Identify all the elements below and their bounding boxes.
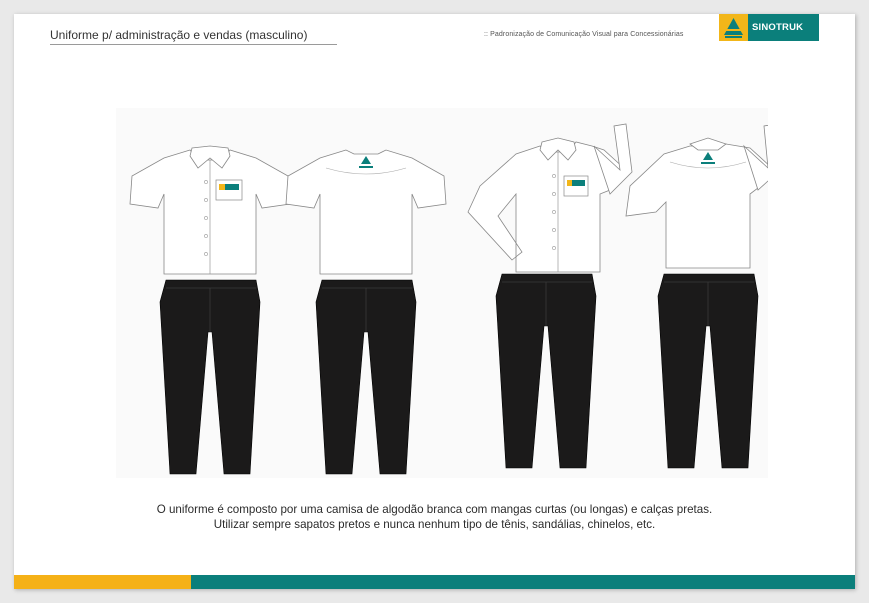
pants-front-2 [496, 274, 596, 468]
title-underline [50, 44, 337, 45]
uniform-illustration [116, 108, 768, 478]
pants-back-2 [658, 274, 758, 468]
short-sleeve-shirt-back [286, 150, 446, 274]
page [14, 14, 855, 589]
pants-back-1 [316, 280, 416, 474]
long-sleeve-shirt-back [626, 124, 768, 268]
page-subtitle: :: Padronização de Comunicação Visual para Concessionárias [484, 31, 684, 38]
caption [14, 502, 855, 532]
caption-line-2: Utilizar sempre sapatos pretos e nunca nenhum tipo de tênis, sandálias, chinelos, etc. [213, 518, 656, 531]
long-sleeve-shirt-front [468, 124, 632, 272]
footer-bar-yellow [14, 575, 191, 589]
caption-line-1: O uniforme é composto por uma camisa de algodão branca com mangas curtas (ou longas) e calças pretas. [156, 503, 713, 516]
pants-front-1 [160, 280, 260, 474]
footer-bar-teal [191, 575, 855, 589]
brand-name: SINOTRUK [752, 22, 804, 33]
short-sleeve-shirt-front [130, 146, 290, 274]
brand-logo [719, 14, 819, 41]
brand-emblem-icon [719, 14, 748, 41]
page-title: Uniforme p/ administração e vendas (masculino) [50, 28, 308, 42]
